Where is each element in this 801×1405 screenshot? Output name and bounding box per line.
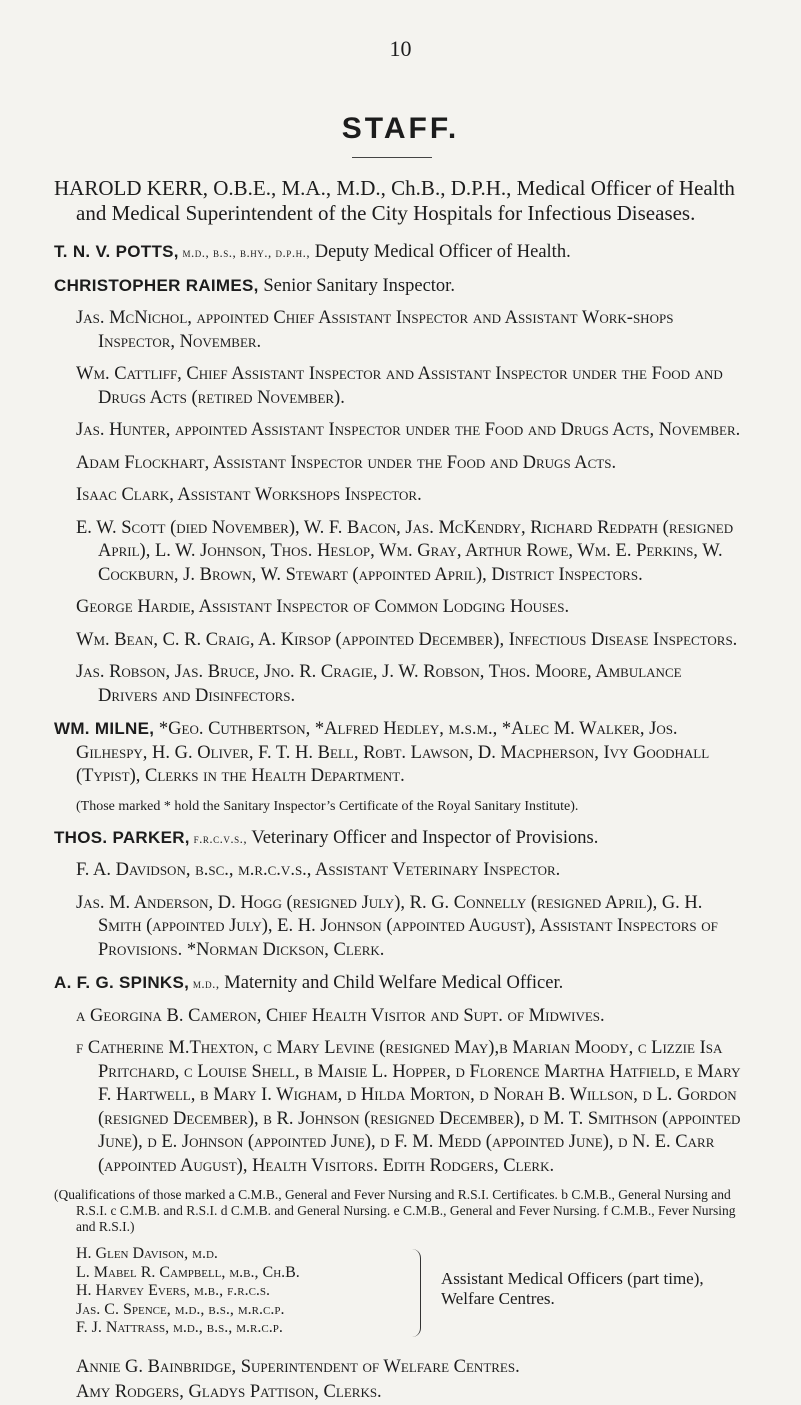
staff-entry-chief-visitor: a Georgina B. Cameron, Chief Health Visitor and Supt. of Midwives. xyxy=(76,1005,605,1026)
staff-entry: Isaac Clark, Assistant Workshops Inspector. xyxy=(76,485,422,505)
staff-role: Medical Officer of Health and Medical Superintendent of the City Hospitals for Infectious Diseases. xyxy=(76,176,735,225)
staff-entry-health-visitors: f Catherine M.Thexton, c Mary Levine (resigned May),b Marian Moody, c Lizzie Isa Pritchard, c Louise Shell, b Maisie L. Hopper, d Florence Martha Hatfield, e Mary F. Hartwell, b Mary I. Wigham, d Hilda Morton, d Norah B. Willson, d L. Gordon (resigned December), b R. Johnson (resigned December), d M. T. Smithson (appointed June), d E. Johnson (appointed June), d F. M. Medd (appointed June), d N. E. Carr (appointed August), Health Visitors. Edith Rodgers, Clerk. xyxy=(76,1038,741,1176)
staff-role: Deputy Medical Officer of Health. xyxy=(310,242,571,262)
staff-entry: Adam Flockhart, Assistant Inspector under the Food and Drugs Acts. xyxy=(76,452,617,473)
staff-entry-superintendent: Annie G. Bainbridge, Superintendent of Welfare Centres. xyxy=(76,1357,520,1377)
staff-name: T. N. V. POTTS, xyxy=(54,242,179,261)
staff-entry-infectious-inspectors: Wm. Bean, C. R. Craig, A. Kirsop (appointed December), Infectious Disease Inspectors. xyxy=(76,629,738,650)
staff-entry-deputy xyxy=(54,240,744,265)
staff-degrees: m.d., b.s., b.hy., d.p.h., xyxy=(178,245,311,260)
staff-role: Senior Sanitary Inspector. xyxy=(258,275,455,296)
brace-bracket xyxy=(412,1249,421,1337)
staff-name: CHRISTOPHER RAIMES, xyxy=(54,275,259,295)
staff-entry-ambulance: Jas. Robson, Jas. Bruce, Jno. R. Cragie, J. W. Robson, Thos. Moore, Ambulance Drivers and Disinfectors. xyxy=(76,662,682,706)
assistant-officers-role: Assistant Medical Officers (part time), Welfare Centres. xyxy=(441,1269,704,1308)
staff-list xyxy=(54,176,744,1405)
staff-entry: Wm. Cattliff, Chief Assistant Inspector and Assistant Inspector under the Food and Drugs Acts (retired November). xyxy=(76,364,723,408)
staff-degrees: f.r.c.v.s., xyxy=(189,830,248,846)
page-number: 10 xyxy=(389,36,412,61)
staff-entry: George Hardie, Assistant Inspector of Common Lodging Houses. xyxy=(76,597,570,617)
qualifications-note: (Qualifications of those marked a C.M.B., General and Fever Nursing and R.S.I. Certificates. b C.M.B., General Nursing and R.S.I. c C.M.B. and R.S.I. d C.M.B. and General Nursing. e C.M.B., General and Fever Nursing. f C.M.B., Fever Nursing and R.S.I.) xyxy=(54,1187,736,1234)
staff-entry-moh xyxy=(54,176,744,226)
staff-entry: Jas. McNichol, appointed Chief Assistant Inspector and Assistant Work-shops Inspector, November. xyxy=(76,308,674,352)
footnote: (Those marked * hold the Sanitary Inspector’s Certificate of the Royal Sanitary Institute). xyxy=(76,798,579,814)
staff-name: WM. MILNE, xyxy=(54,719,155,738)
staff-role: Veterinary Officer and Inspector of Provisions. xyxy=(247,827,599,848)
staff-entry-maternity xyxy=(54,971,744,996)
staff-entry-district-inspectors: E. W. Scott (died November), W. F. Bacon, Jas. McKendry, Richard Redpath (resigned April), L. W. Johnson, Thos. Heslop, Wm. Gray, Arthur Rowe, Wm. E. Perkins, W. Cockburn, J. Brown, W. Stewart (appointed April), District Inspectors. xyxy=(76,517,734,585)
staff-entry-welfare-clerks: Amy Rodgers, Gladys Pattison, Clerks. xyxy=(76,1382,382,1402)
staff-degrees: m.d., xyxy=(189,976,220,991)
staff-entry-clerks xyxy=(54,717,744,789)
assistant-officers-group xyxy=(76,1245,744,1351)
list-item: F. J. Nattrass, m.d., b.s., m.r.c.p. xyxy=(76,1319,283,1336)
staff-name: THOS. PARKER, xyxy=(54,827,190,847)
staff-role: Maternity and Child Welfare Medical Officer. xyxy=(219,973,564,993)
staff-name: A. F. G. SPINKS, xyxy=(54,973,190,992)
staff-entry-veterinary xyxy=(54,826,744,851)
staff-name: HAROLD KERR, O.B.E., M.A., M.D., Ch.B., D.P.H., xyxy=(54,176,512,200)
staff-entry-senior-inspector xyxy=(54,274,744,299)
list-item: L. Mabel R. Campbell, m.b., Ch.B. xyxy=(76,1263,300,1281)
list-item: Jas. C. Spence, m.d., b.s., m.r.c.p. xyxy=(76,1300,285,1318)
assistant-officers-list xyxy=(76,1245,396,1338)
staff-entry: F. A. Davidson, b.sc., m.r.c.v.s., Assistant Veterinary Inspector. xyxy=(76,860,561,880)
staff-role: *Geo. Cuthbertson, *Alfred Hedley, m.s.m., *Alec M. Walker, Jos. Gilhespy, H. G. Oliver, F. T. H. Bell, Robt. Lawson, D. Macpherson, Ivy Goodhall (Typist), Clerks in the Health Department. xyxy=(76,719,710,786)
list-item: H. Glen Davison, m.d. xyxy=(76,1245,218,1262)
page-title: STAFF. xyxy=(341,112,460,145)
list-item: H. Harvey Evers, m.b., f.r.c.s. xyxy=(76,1282,271,1299)
title-rule xyxy=(352,157,432,158)
staff-entry-provisions: Jas. M. Anderson, D. Hogg (resigned July), R. G. Connelly (resigned April), G. H. Smith (appointed July), E. H. Johnson (appointed August), Assistant Inspectors of Provisions. *Norman Dickson, Clerk. xyxy=(76,892,718,960)
staff-entry: Jas. Hunter, appointed Assistant Inspector under the Food and Drugs Acts, November. xyxy=(76,420,741,440)
